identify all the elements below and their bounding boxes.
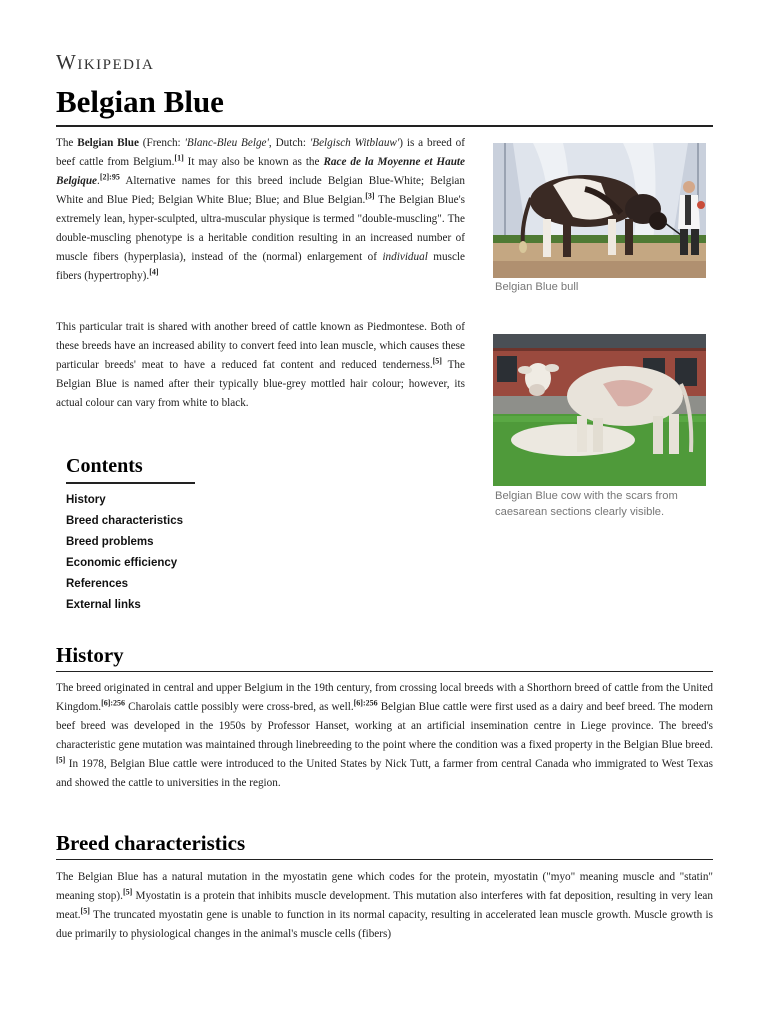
citation-link[interactable]: [5] [432, 356, 442, 366]
history-heading: History [56, 643, 124, 667]
toc-item-history[interactable]: History [66, 494, 106, 506]
citation-link[interactable]: [5] [122, 887, 133, 897]
toc-item-external-links[interactable]: External links [66, 599, 141, 611]
citation-link[interactable]: [2]:95 [99, 172, 120, 182]
breed-characteristics-heading: Breed characteristics [56, 831, 246, 855]
lead-paragraph-1: The Belgian Blue (French: 'Blanc-Bleu Belge', Dutch: 'Belgisch Witblauw') is a breed of beef cattle from Belgium.[1] It may also be known as the Race de la Moyenne et Haute Belgique.$^{[2]:95}$ Alternative names for this breed include Belgian Blue-White; Belgian White and Blue Pied; Belgian White Blue; Blue; and Blue Belgian.[3] The Belgian Blue's extremely lean, hyper-sculpted, ultra-muscular physique is termed "double-muscling". The double-muscling phenotype is a heritable condition resulting in an increased number of muscle fibers (hyperplasia), instead of the (normal) enlargement of individual muscle fibers (hypertrophy).[4] [56, 137, 465, 282]
citation-link[interactable]: [4] [149, 267, 159, 277]
toc-item-economic-efficiency[interactable]: Economic efficiency [66, 557, 178, 569]
toc-item-breed-characteristics[interactable]: Breed characteristics [66, 515, 183, 527]
toc-item-breed-problems[interactable]: Breed problems [66, 536, 154, 548]
toc-item-references[interactable]: References [66, 578, 129, 590]
citation-link[interactable]: [5] [80, 906, 90, 916]
figure-caption: Belgian Blue bull [495, 281, 579, 293]
citation-link[interactable]: [5] [56, 755, 66, 765]
page-title: Belgian Blue [56, 84, 224, 119]
citation-link[interactable]: [1] [174, 153, 184, 163]
breed-characteristics-paragraph: The Belgian Blue has a natural mutation in the myostatin gene which codes for the protein, myostatin ("myo" meaning muscle and "statin" meaning stop).[5] Myostatin is a protein that inhibits muscle development. This mutation also interferes with fat deposition, resulting in very lean meat.[5] The truncated myostatin gene is unable to function in its normal capacity, resulting in accelerated lean muscle growth. Muscle growth is due primarily to physiological changes in the animal's muscle cells (fibers) [56, 871, 713, 940]
title-rule [56, 125, 713, 127]
table-of-contents [66, 455, 196, 616]
lead-paragraph-2: This particular trait is shared with another breed of cattle known as Piedmontese. Both of these breeds have an increased ability to convert feed into lean muscle, which causes these particular breeds' meat to have a reduced fat content and reduced tenderness.[5] The Belgian Blue is named after their typically blue-grey mottled hair colour; however, its actual colour can vary from white to black. [56, 321, 465, 409]
belgian-blue-bull-image[interactable] [493, 143, 706, 278]
citation-link[interactable]: [6]:256 [101, 698, 126, 708]
citation-link[interactable]: [3] [365, 191, 375, 201]
belgian-blue-cow-image[interactable] [493, 334, 706, 486]
section-rule [56, 859, 713, 860]
figure-caption: Belgian Blue cow with the scars from caesarean sections clearly visible. [495, 490, 678, 518]
wikipedia-wordmark[interactable]: Wikipedia [56, 50, 155, 74]
history-paragraph: The breed originated in central and upper Belgium in the 19th century, from crossing local breeds with a Shorthorn breed of cattle from the United Kingdom.$^{[6]:256}$ Charolais cattle possibly were cross-bred, as well.$^{[6]:256}$ Belgian Blue cattle were first used as a dairy and beef breed. The modern beef breed was developed in the 1950s by Professor Hanset, working at an artificial insemination centre in Liege province. The breed's characteristic gene mutation was maintained through linebreeding to the point where the condition was a fixed property in the Belgian Blue breed.[5] In 1978, Belgian Blue cattle were introduced to the United States by Nick Tutt, a farmer from central Canada who immigrated to West Texas and showed the cattle to universities in the region. [56, 682, 714, 789]
citation-link[interactable]: [6]:256 [353, 698, 378, 708]
section-rule [56, 671, 713, 672]
toc-title: Contents [66, 455, 195, 484]
